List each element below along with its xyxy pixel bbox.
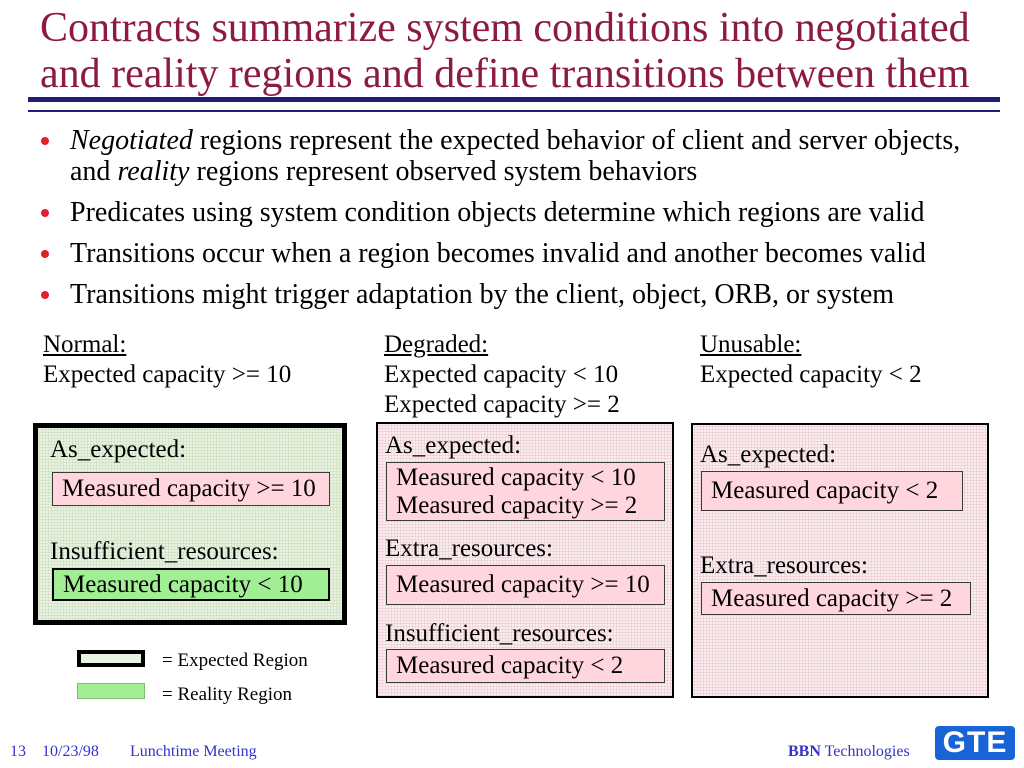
bullet-text: Transitions might trigger adaptation by the client, object, ORB, or system [70,279,895,310]
reality-condition-box [52,568,330,601]
region-label: As_expected: [50,436,187,463]
footer-company [788,743,910,761]
condition-text: Measured capacity < 10 [63,570,303,598]
state-name: Degraded: [384,331,489,358]
region-label: Insufficient_resources: [385,620,614,647]
state-expected-condition: Expected capacity < 2 [700,361,922,388]
footer-date: 10/23/98 [42,743,99,760]
negotiated-condition-box [386,649,665,683]
state-expected-condition: Expected capacity >= 2 [384,391,620,418]
condition-text: Measured capacity >= 10 [62,475,316,502]
bullet-item [0,279,1010,310]
footer-company-rest: Technologies [820,743,910,760]
bullet-line [70,156,1010,187]
state-expected-condition: Expected capacity < 10 [384,361,619,388]
bullet-list [0,125,1010,320]
bullet-line [70,125,1010,156]
condition-text: Measured capacity < 10 [396,463,636,491]
condition-text: Measured capacity >= 10 [396,571,650,598]
region-label: Insufficient_resources: [50,538,279,565]
legend-expected-label: = Expected Region [162,650,308,671]
legend-expected-swatch [77,650,145,667]
bullet-text: regions represent observed system behaviors [189,156,698,187]
bullet-dot-icon [41,137,49,145]
bullet-item [0,197,1010,228]
bullet-dot-icon [41,209,49,217]
state-header-unusable [700,330,922,390]
title-rule-thick [28,97,1000,102]
state-name: Normal: [43,331,127,358]
bullet-text: and [70,156,118,187]
bullet-item [0,238,1010,269]
bullet-text: Transitions occur when a region becomes invalid and another becomes valid [70,238,926,269]
title-line-1: Contracts summarize system conditions into negotiated [40,5,970,51]
slide-title [40,5,970,97]
bullet-emphasis: reality [117,156,190,187]
negotiated-condition-box [52,472,330,506]
state-box-unusable [691,423,989,698]
negotiated-condition-box [701,471,963,511]
negotiated-condition-box [386,565,665,605]
region-label: Extra_resources: [700,552,868,579]
bullet-text: Predicates using system condition objects determine which regions are valid [70,197,925,228]
condition-text: Measured capacity >= 2 [711,584,953,612]
legend-reality-label: = Reality Region [162,684,292,705]
footer-company-bold: BBN [788,743,821,760]
region-label: As_expected: [385,432,522,459]
bullet-text: regions represent the expected behavior of client and server objects, [192,125,961,156]
region-label: As_expected: [700,441,837,468]
state-header-degraded [384,330,620,420]
title-line-2: and reality regions and define transitions between them [40,51,970,97]
bullet-dot-icon [41,291,49,299]
bullet-dot-icon [41,250,49,258]
bullet-item [0,125,1010,187]
state-box-normal [33,423,347,625]
negotiated-condition-box [386,462,665,521]
condition-text: Measured capacity < 2 [396,652,624,679]
region-label: Extra_resources: [385,535,553,562]
legend-reality-swatch [77,683,145,699]
bullet-emphasis: Negotiated [70,125,193,156]
footer-event: Lunchtime Meeting [130,743,257,760]
gte-logo-icon: GTE [935,726,1015,760]
state-box-degraded [376,422,674,698]
state-header-normal [43,330,291,390]
state-name: Unusable: [700,331,802,358]
condition-text: Measured capacity < 2 [711,477,939,504]
title-rule-thin [28,110,1000,112]
footer-slide-number: 13 [10,743,26,760]
condition-text: Measured capacity >= 2 [396,491,638,519]
state-expected-condition: Expected capacity >= 10 [43,361,292,388]
negotiated-condition-box [701,582,971,615]
